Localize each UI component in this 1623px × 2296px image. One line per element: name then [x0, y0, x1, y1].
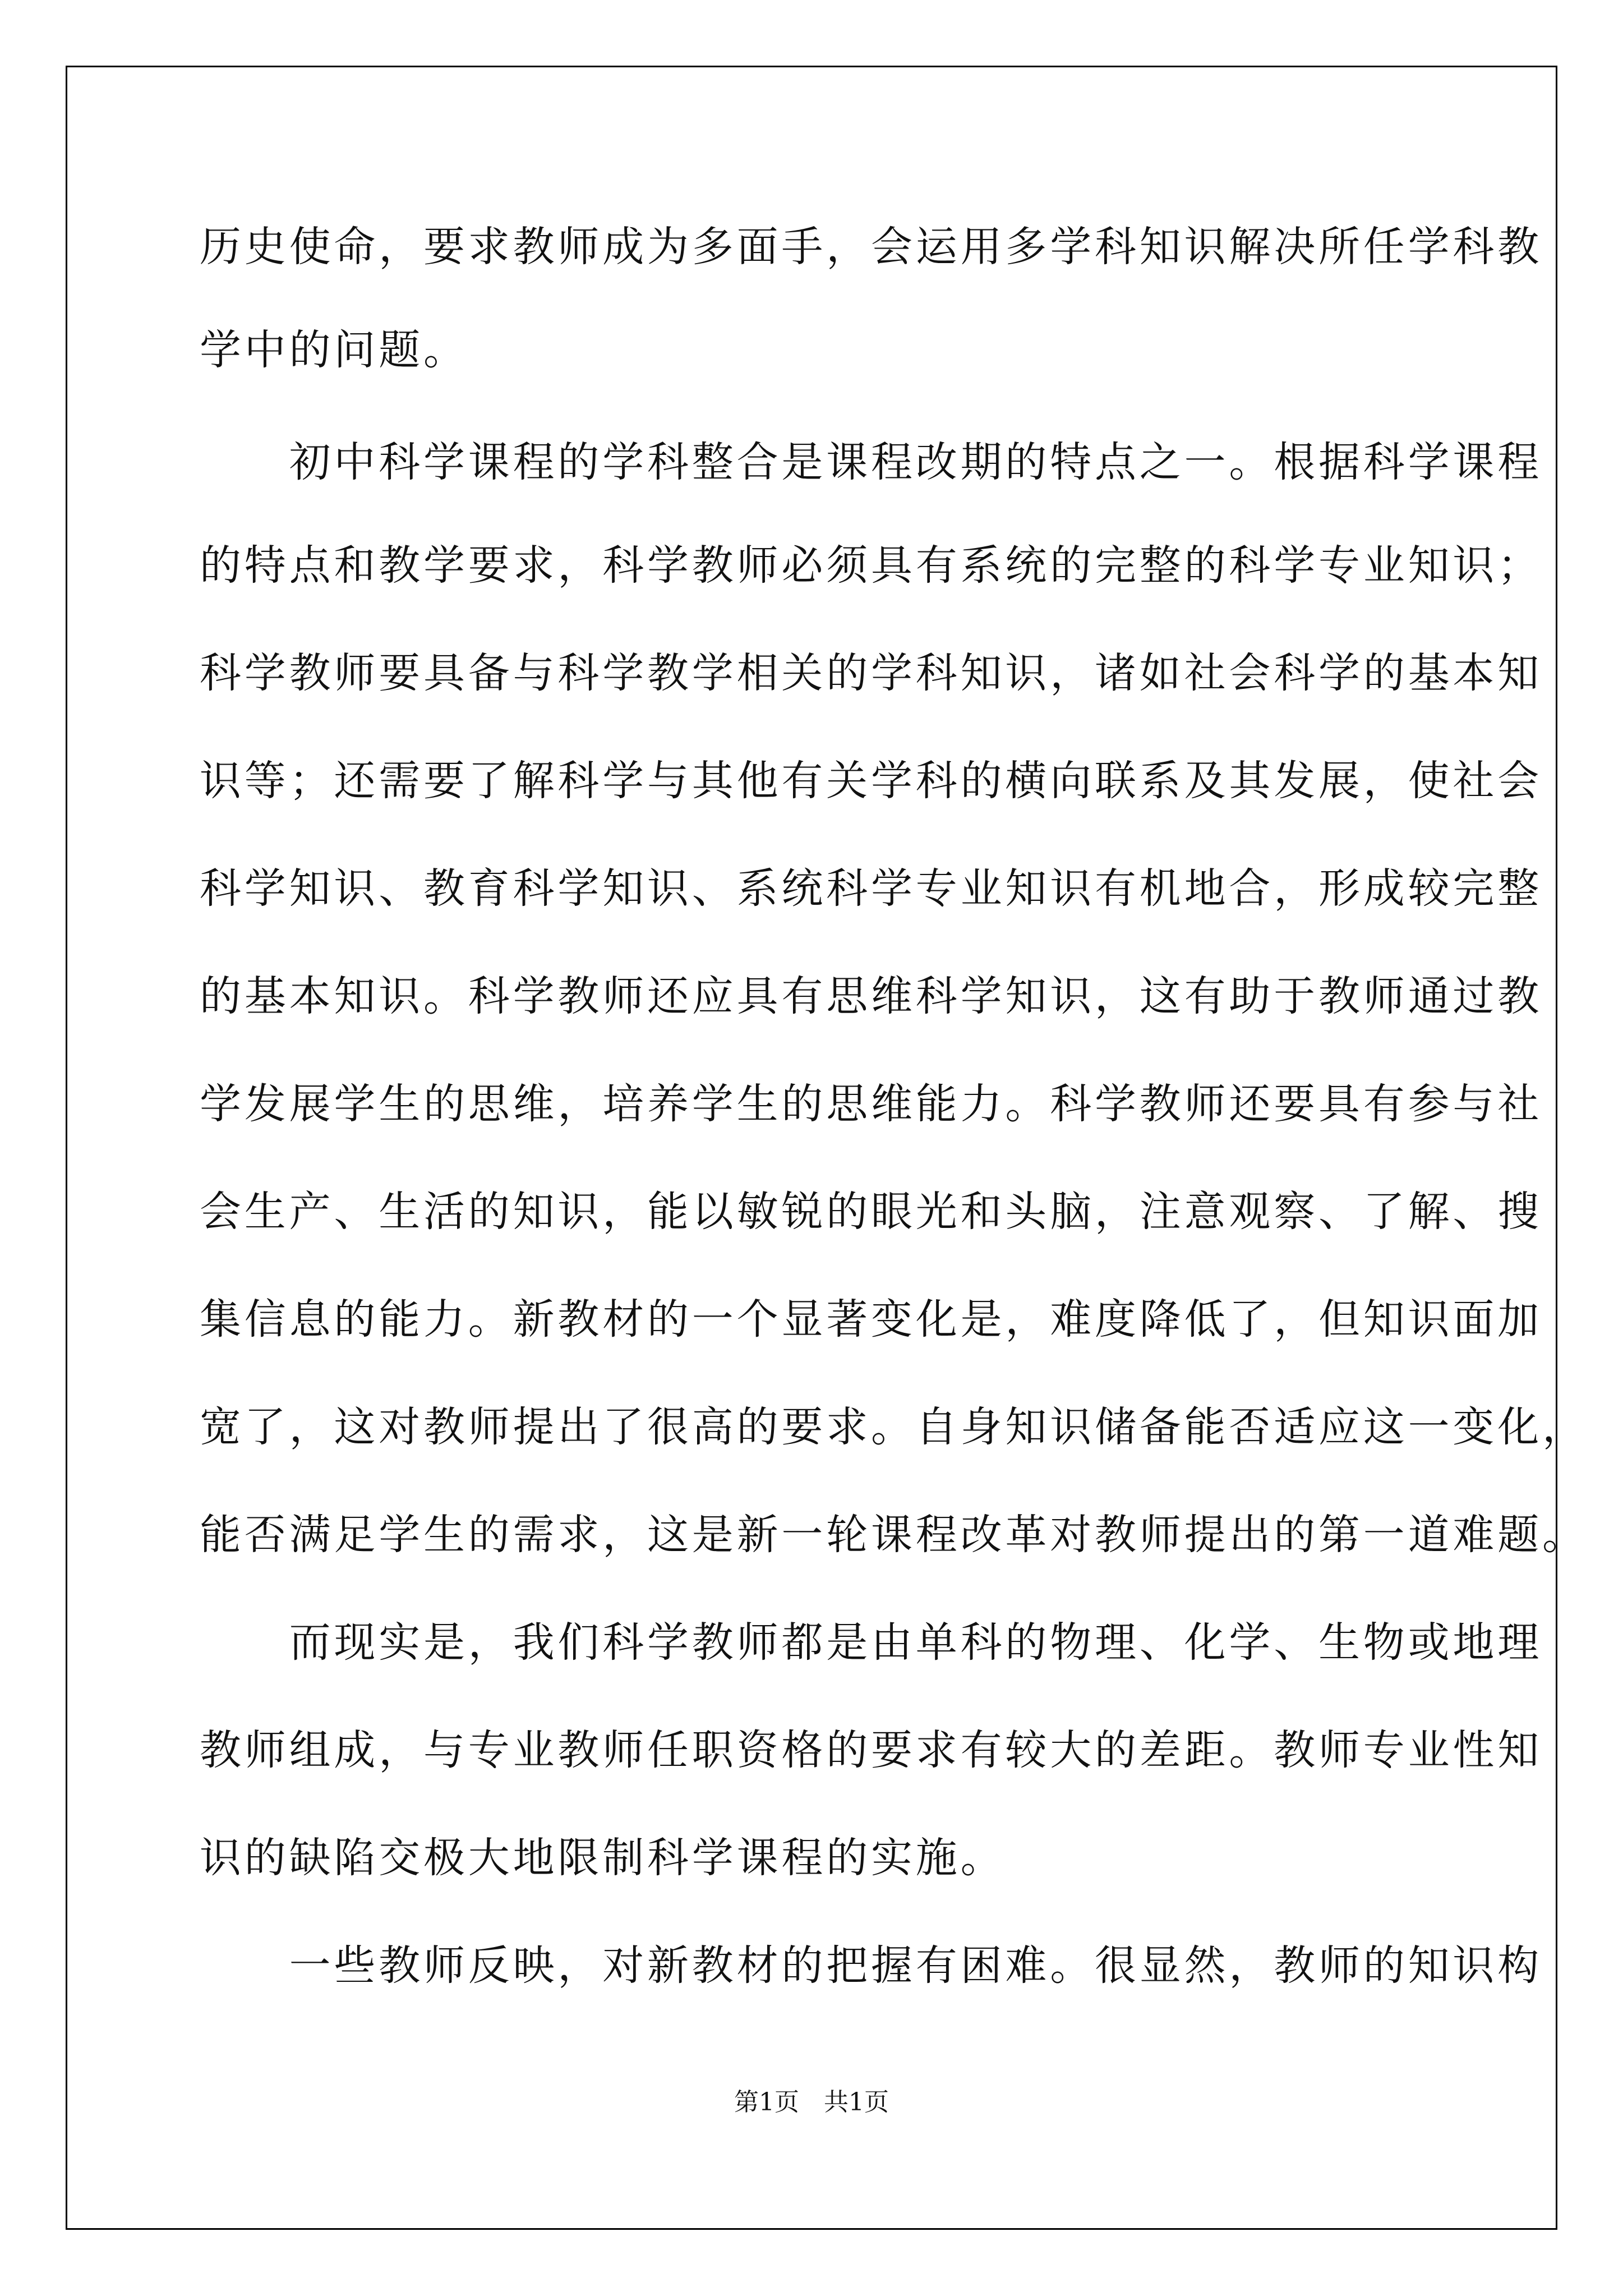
text-line: 学发展学生的思维，培养学生的思维能力。科学教师还要具有参与社: [200, 1080, 1542, 1128]
text-line: 集信息的能力。新教材的一个显著变化是，难度降低了，但知识面加: [200, 1295, 1542, 1343]
text-line: 学中的问题。: [200, 326, 468, 374]
text-line: 识的缺陷交极大地限制科学课程的实施。: [200, 1834, 1006, 1882]
text-line: 宽了，这对教师提出了很高的要求。自身知识储备能否适应这一变化，: [200, 1403, 1587, 1451]
text-line: 会生产、生活的知识，能以敏锐的眼光和头脑，注意观察、了解、搜: [200, 1188, 1542, 1236]
text-line: 的特点和教学要求，科学教师必须具有系统的完整的科学专业知识；: [200, 541, 1542, 590]
text-line: 历史使命，要求教师成为多面手，会运用多学科知识解决所任学科教: [200, 223, 1542, 271]
page-footer: [0, 2086, 1623, 2119]
text-line: 的基本知识。科学教师还应具有思维科学知识，这有助于教师通过教: [200, 972, 1542, 1020]
total-pages: 共1页: [824, 2088, 889, 2116]
text-line: 科学教师要具备与科学教学相关的学科知识，诸如社会科学的基本知: [200, 649, 1542, 697]
text-line: 而现实是，我们科学教师都是由单科的物理、化学、生物或地理: [200, 1618, 1542, 1667]
text-line: 一些教师反映，对新教材的把握有困难。很显然，教师的知识构: [200, 1941, 1542, 1990]
text-line: 初中科学课程的学科整合是课程改期的特点之一。根据科学课程: [200, 438, 1542, 486]
text-line: 能否满足学生的需求，这是新一轮课程改革对教师提出的第一道难题。: [200, 1511, 1587, 1559]
text-line: 识等；还需要了解科学与其他有关学科的横向联系及其发展，使社会: [200, 757, 1542, 805]
text-line: 教师组成，与专业教师任职资格的要求有较大的差距。教师专业性知: [200, 1726, 1542, 1774]
page-number: 第1页: [734, 2088, 799, 2116]
page-border: [66, 66, 1587, 2230]
text-line: 科学知识、教育科学知识、系统科学专业知识有机地合，形成较完整: [200, 864, 1542, 913]
